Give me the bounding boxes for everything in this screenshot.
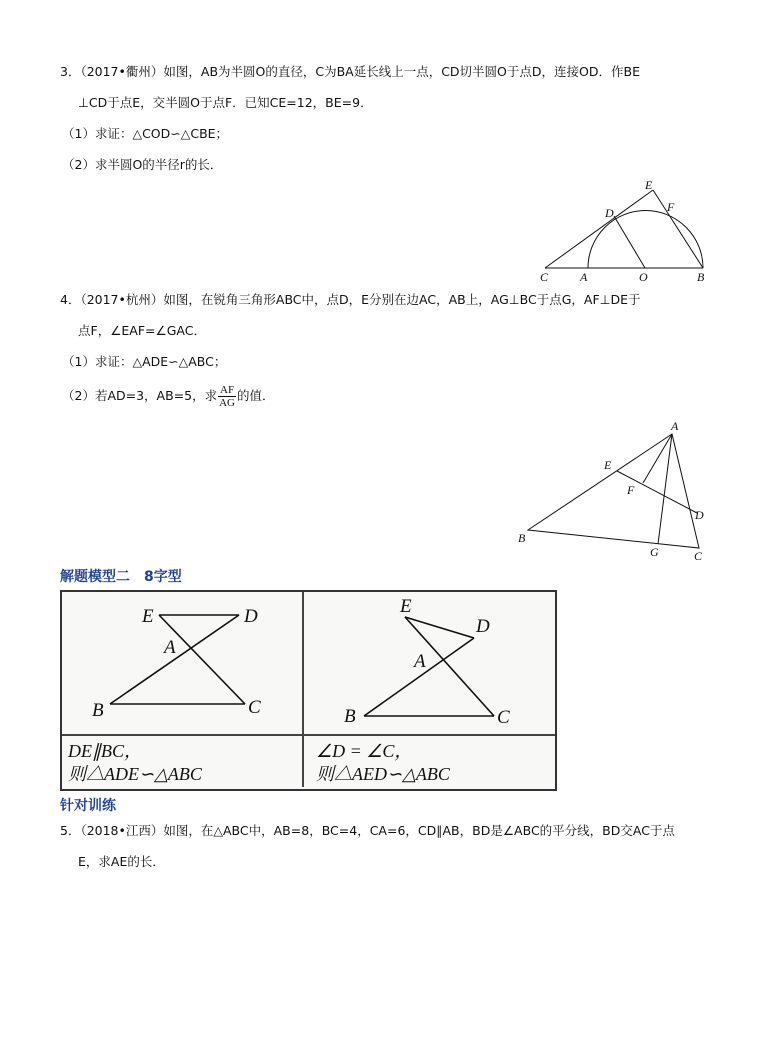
- q4-label-a: A: [671, 419, 679, 433]
- q4-fraction-denominator: AG: [219, 397, 235, 409]
- q4-part2-suffix: 的值．: [237, 388, 275, 403]
- q4-triangle-abc: [528, 434, 699, 548]
- q3-label-e: E: [645, 178, 653, 192]
- q4-label-c: C: [694, 549, 703, 563]
- q4-line-af: [643, 434, 672, 483]
- model-divider-horizontal: [62, 734, 555, 736]
- model-left-label-b: B: [92, 700, 104, 721]
- q3-part1: （1）求证：△COD∽△CBE；: [62, 126, 229, 141]
- q4-fraction: [218, 384, 236, 409]
- q5-line2: E，求AE的长．: [78, 854, 165, 869]
- model-left-label-e: E: [142, 606, 154, 627]
- model-right-figure: [304, 592, 554, 734]
- q4-line1: 4．（2017•杭州）如图，在锐角三角形ABC中，点D，E分别在边AC，AB上，AG⊥BC于点G，AF⊥DE于: [60, 292, 641, 307]
- q4-label-g: G: [650, 545, 659, 559]
- q3-label-b: B: [697, 270, 705, 284]
- model-left-figure: [62, 592, 302, 734]
- model-left-line-ec: [159, 615, 245, 704]
- model-left-condition: DE∥BC，: [68, 741, 142, 761]
- q3-line-ce: [545, 190, 653, 268]
- q4-part1: （1）求证：△ADE∽△ABC；: [62, 354, 227, 369]
- q3-label-a: A: [580, 270, 588, 284]
- q3-label-o: O: [639, 270, 648, 284]
- q4-line2: 点F，∠EAF=∠GAC．: [78, 323, 206, 338]
- q3-line-eb: [653, 190, 703, 268]
- q4-part2-prefix: （2）若AD=3，AB=5，求: [62, 388, 218, 403]
- model-left-label-c: C: [248, 697, 261, 718]
- model-right-condition: ∠D = ∠C，: [316, 741, 413, 761]
- q4-fraction-numerator: AF: [220, 384, 235, 396]
- model-right-label-e: E: [400, 596, 412, 617]
- q4-label-b: B: [518, 531, 526, 545]
- model-right-label-c: C: [497, 707, 510, 728]
- model-right-conclusion: 则△AED∽△ABC: [316, 764, 450, 784]
- practice-title: 针对训练: [60, 798, 116, 814]
- q3-figure: [530, 170, 720, 288]
- model-left-line-db: [110, 615, 239, 704]
- q4-part2: [62, 384, 275, 409]
- model-right-label-b: B: [344, 706, 356, 727]
- q4-label-d: D: [695, 508, 704, 522]
- q3-line2: ⊥CD于点E，交半圆O于点F．已知CE=12，BE=9．: [78, 95, 373, 110]
- q4-label-f: F: [627, 483, 635, 497]
- model-box: [60, 590, 557, 791]
- q4-figure: [510, 418, 720, 568]
- q3-label-c: C: [540, 270, 549, 284]
- section-title: 解题模型二 8字型: [60, 569, 182, 585]
- model-right-label-d: D: [476, 616, 490, 637]
- model-left-label-a: A: [164, 637, 176, 658]
- q3-label-d: D: [605, 206, 614, 220]
- model-left-label-d: D: [244, 606, 258, 627]
- q3-line-od: [614, 216, 645, 268]
- q3-line1: 3．（2017•衢州）如图，AB为半圆O的直径，C为BA延长线上一点，CD切半圆O于点D，连接OD．作BE: [60, 64, 640, 79]
- model-right-line-db: [364, 638, 474, 716]
- model-left-conclusion: 则△ADE∽△ABC: [68, 764, 202, 784]
- model-right-label-a: A: [414, 651, 426, 672]
- q3-label-f: F: [667, 200, 675, 214]
- q5-line1: 5．（2018•江西）如图，在△ABC中，AB=8，BC=4，CA=6，CD∥AB，BD是∠ABC的平分线，BD交AC于点: [60, 823, 675, 838]
- q4-line-ag: [658, 434, 672, 544]
- q3-part2: （2）求半圆O的半径r的长．: [62, 157, 223, 172]
- q4-label-e: E: [604, 458, 612, 472]
